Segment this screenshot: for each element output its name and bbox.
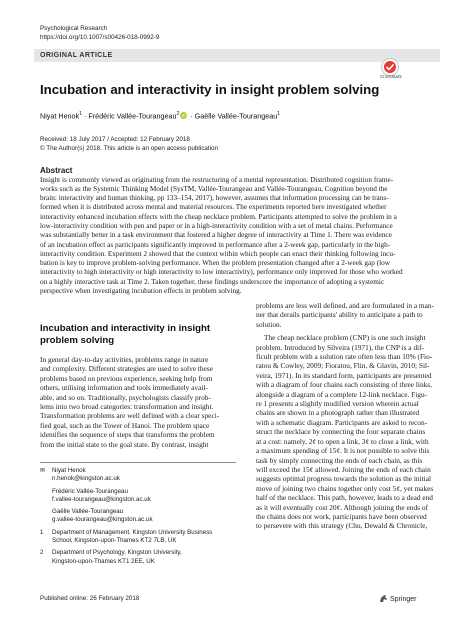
footnotes <box>40 467 212 566</box>
abstract-line: on a highly interactive task at Time 2. Taken together, these findings underscore the importance of adopting a systemic <box>40 277 385 286</box>
body-line: lems into two broad categories: transformation and insight. <box>40 402 214 412</box>
affiliation-number: 2 <box>40 550 44 557</box>
author-name[interactable]: Niyat Henok <box>40 111 80 121</box>
orcid-icon[interactable]: iD <box>181 113 186 119</box>
abstract-line: interactivity to high interactivity or high interactivity to low interactivity), performance only improved for those who worked <box>40 268 403 277</box>
author-separator: · <box>188 111 195 121</box>
contact-email[interactable]: f.vallee-tourangeau@kingston.ac.uk <box>52 495 151 503</box>
body-line: veira, 1971). In its standard form, participants are presented <box>256 370 432 380</box>
abstract-heading: Abstract <box>40 166 73 175</box>
publisher-name: Springer <box>390 596 417 603</box>
published-date: Published online: 26 February 2018 <box>40 595 140 602</box>
body-line: suggests optimal progress towards the solution as the initial <box>256 474 432 484</box>
body-line: the chains does not work, participants have been observed <box>256 511 427 521</box>
publisher-logo <box>379 594 416 603</box>
contact-email[interactable]: g.vallee-tourangeau@kingston.ac.uk <box>52 516 153 524</box>
author-name[interactable]: Frédéric Vallée-Tourangeau <box>88 111 177 121</box>
abstract-line: low-interactivity condition with pen and paper or in a high-interactivity condition with a set of metal chains. Performance <box>40 221 393 230</box>
abstract-line: Insight is commonly viewed as originating from the restructuring of a mental representation. Distributed cognition frame- <box>40 175 394 184</box>
affiliation-entry <box>40 529 212 546</box>
body-line: a maximum spending of 15¢. It is not possible to solve this <box>256 446 430 456</box>
springer-horse-icon <box>379 594 388 603</box>
journal-name: Psychological Research <box>40 25 108 32</box>
body-line: and complexity. Different strategies are used to solve these <box>40 364 213 374</box>
section-heading-line: problem solving <box>40 334 115 346</box>
crossmark-badge[interactable] <box>380 57 438 79</box>
journal-header <box>40 24 159 42</box>
right-column-text <box>256 301 434 531</box>
body-line: as it will eventually cost 20¢. Although joining the ends of <box>256 502 428 512</box>
abstract-body <box>40 176 436 297</box>
left-column-text <box>40 355 219 449</box>
body-line: Transformation problems are well defined with a clear speci- <box>40 411 220 421</box>
footnote-divider <box>40 462 236 463</box>
body-line: ficult problem with a solution rate often less than 10% (Fio- <box>256 352 433 362</box>
body-line: struct the necklace by connecting the four separate chains <box>256 427 426 437</box>
body-line: able, and so on. Traditionally, psychologists classify prob- <box>40 392 211 402</box>
abstract-line: formed when it is distributed across mental and material resources. The experiments reported here investigated whether <box>40 203 387 212</box>
author-list <box>40 111 280 120</box>
body-line: identifies the sequence of steps that transforms the problem <box>40 430 215 440</box>
body-line: task by simply connecting the ends of each chain, as this <box>256 455 423 465</box>
body-line: alongside a diagram of a complete 12-link necklace. Figu- <box>256 389 428 399</box>
affiliation-line: Department of Psychology, Kingston University, <box>52 549 182 557</box>
body-line: ratou & Cowley, 2009; Fioratou, Flin, & Glavin, 2010; Sil- <box>256 361 430 371</box>
received-accepted: Received: 18 July 2017 / Accepted: 12 February 2018 <box>40 136 190 143</box>
body-line: will exceed the 15¢ allowed. Joining the ends of each chain <box>256 464 431 474</box>
author-name[interactable]: Gaëlle Vallée-Tourangeau <box>194 111 278 121</box>
affiliation-line: Department of Management, Kingston University Business <box>52 528 213 536</box>
body-line: The cheap necklace problem (CNP) is one such insight <box>264 333 426 343</box>
affiliation-sup: 1 <box>79 111 82 117</box>
doi-link[interactable]: https://doi.org/10.1007/s00426-018-0992-9 <box>40 34 160 41</box>
contact-entry <box>40 467 212 484</box>
body-line: half of the necklace. This path, however, leads to a dead end <box>256 493 433 503</box>
abstract-line: bation is key to improve problem-solving performance. When the problem presentation changed after a 2-week gap (low <box>40 259 390 268</box>
body-line: problems are less well defined, and are formulated in a man- <box>256 301 435 310</box>
affiliation-line: Kingston-upon-Thames KT1 2EE, UK <box>52 557 155 565</box>
contact-entry <box>40 508 212 525</box>
article-dates <box>40 136 218 153</box>
contact-email[interactable]: n.henok@kingston.ac.uk <box>52 475 120 483</box>
contact-entry <box>40 488 212 505</box>
affiliation-line: School, Kingston-upon-Thames KT2 7LB, UK <box>52 537 177 545</box>
body-line: others, utilising information and tools immediately avail- <box>40 383 208 393</box>
article-type-label: ORIGINAL ARTICLE <box>40 51 113 59</box>
body-line: move of joining two chains together only cost 5¢, yet makes <box>256 483 434 493</box>
section-heading-line: Incubation and interactivity in insight <box>40 323 211 334</box>
author-separator: · <box>81 111 89 121</box>
body-line: at a cost: namely, 2¢ to open a link, 3¢ to close a link, with <box>256 436 429 446</box>
body-line: problem. Introduced by Silveira (1971), the CNP is a dif- <box>256 342 424 352</box>
abstract-line: works such as the Systemic Thinking Model (SysTM, Vallée-Tourangeau and Vallée-Tourangeau, Cognition beyond the <box>40 184 388 193</box>
abstract-line: was substantially better in a task environment that fostered a higher degree of interactivity at Time 1. There was evidence <box>40 231 392 240</box>
body-line: to persevere with this strategy (Chu, Dewald & Chronicle, <box>256 521 428 531</box>
copyright-notice: © The Author(s) 2018. This article is an open access publication <box>40 144 219 152</box>
contact-name: Frédéric Vallée-Tourangeau <box>52 487 128 495</box>
body-line: with a diagram of four chains each consisting of three links, <box>256 380 432 390</box>
abstract-line: brain: interactivity and human thinking, pp 133–154, 2017), however, assumes that information processing can be trans- <box>40 194 389 203</box>
article-title: Incubation and interactivity in insight problem solving <box>40 82 380 97</box>
body-line: from the initial state to the goal state. By contrast, insight <box>40 439 209 449</box>
body-line: solution. <box>256 319 282 329</box>
affiliation-number: 1 <box>40 529 44 536</box>
affiliation-sup: 2 <box>176 111 180 117</box>
abstract-line: perspective when investigating incubation effects in problem solving. <box>40 287 242 296</box>
body-line: chains are shown in a photograph rather than illustrated <box>256 408 420 418</box>
body-line: In general day-to-day activities, problems range in nature <box>40 355 209 364</box>
body-line: ner that derails participants' ability to anticipate a path to <box>256 310 423 320</box>
envelope-icon: ✉ <box>40 468 46 474</box>
body-line: fied goal, such as the Tower of Hanoi. The problem space <box>40 420 210 430</box>
abstract-line: interactivity condition. Experiment 2 showed that the context within which people can enact their thinking following incu- <box>40 249 396 258</box>
crossmark-label: CrossMark <box>380 74 402 79</box>
body-line: re 1 presents a slightly modified version wherein actual <box>256 399 419 409</box>
body-line: problems based on previous experience, seeking help from <box>40 373 213 383</box>
section-heading <box>40 323 235 346</box>
affiliation-sup: 1 <box>277 111 281 117</box>
contact-name: Niyat Henok <box>52 467 86 474</box>
affiliation-entry <box>40 549 212 566</box>
contact-name: Gaëlle Vallée-Tourangeau <box>52 508 124 516</box>
abstract-line: interactivity enhanced incubation effects with the cheap necklace problem. Participants attempted to solve the problem in a <box>40 212 397 221</box>
body-line: with a schematic diagram. Participants are asked to recon- <box>256 417 428 427</box>
abstract-line: of an incubation effect as participants significantly improved in performance after a 2-week gap, particularly in the high- <box>40 240 391 249</box>
